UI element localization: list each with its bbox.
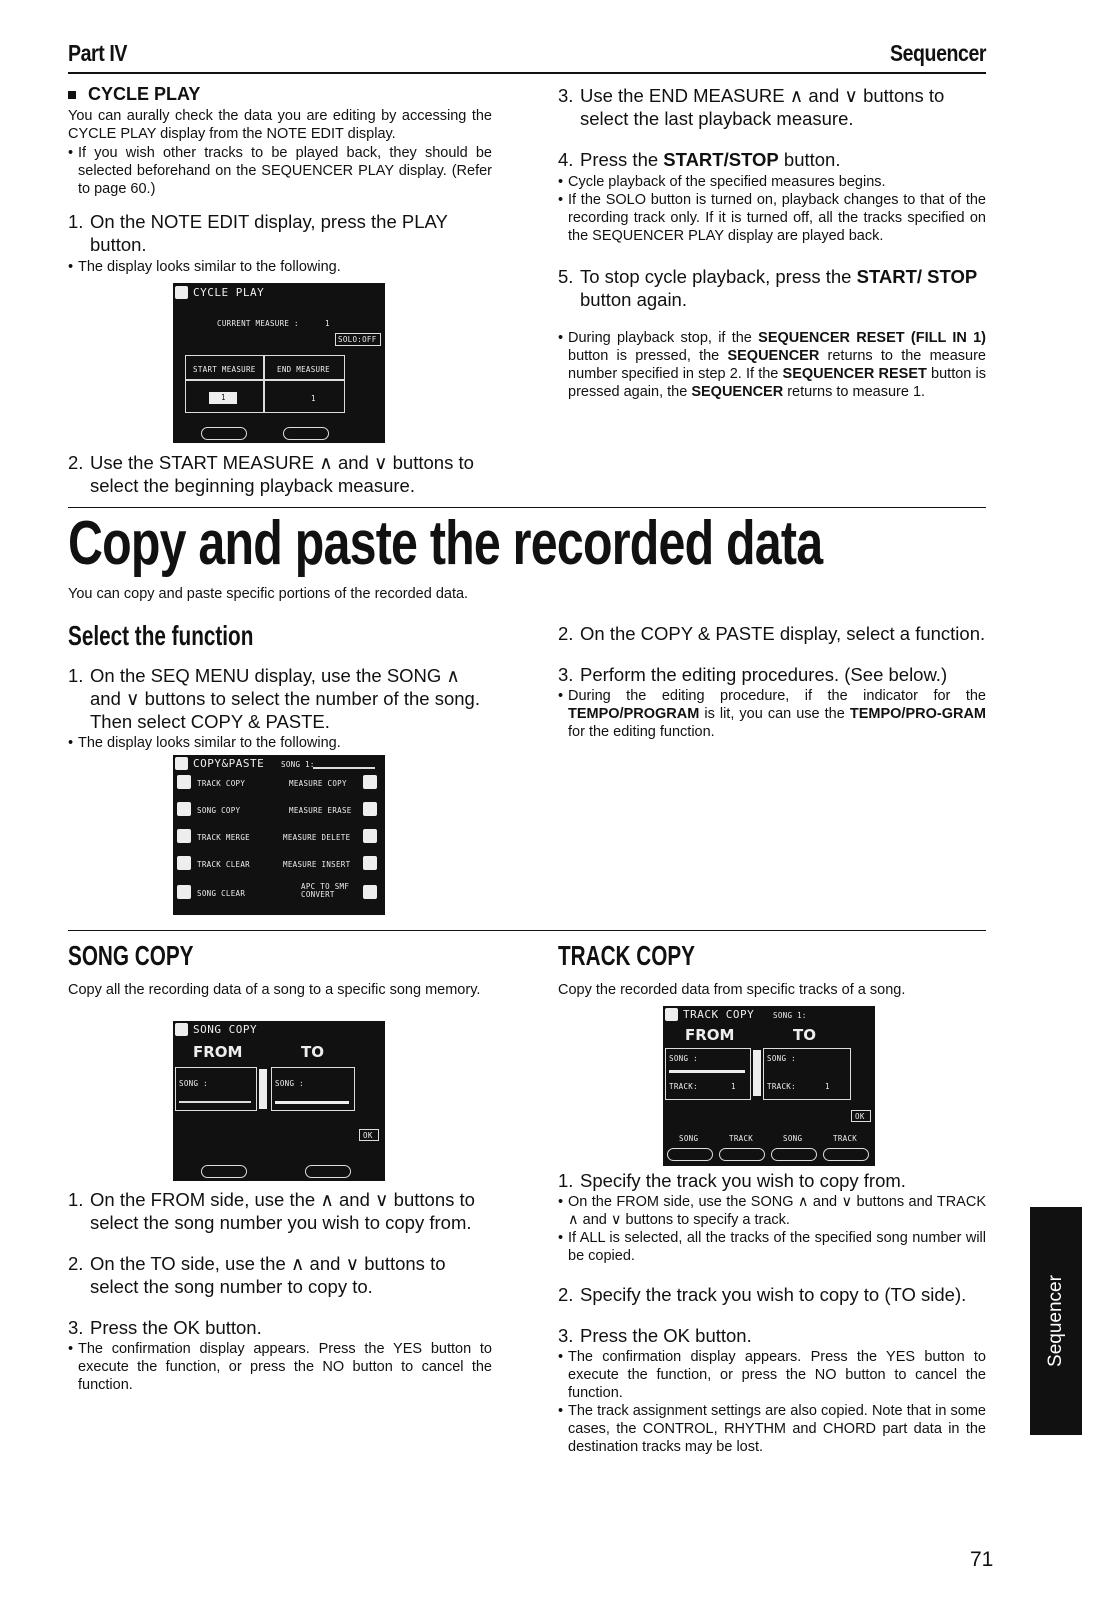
arrow-icon [753, 1050, 761, 1096]
display-title: TRACK COPY [683, 1008, 755, 1021]
from-track-knob[interactable] [719, 1148, 765, 1161]
bullet-item: • If you wish other tracks to be played back, they should be selected beforehand on the SEQUENCER PLAY display. (Refer to page 60.) [68, 145, 492, 197]
step-3: 3. Press the OK button. [68, 1317, 262, 1338]
cycle-play-right-column [558, 84, 986, 401]
track-copy-steps [558, 1169, 986, 1456]
song-copy-icon [175, 1023, 188, 1036]
from-song-knob[interactable] [667, 1148, 713, 1161]
display-title: SONG COPY [193, 1023, 258, 1036]
knob-label: TRACK [833, 1134, 858, 1143]
header-rule [68, 72, 986, 74]
track-copy-intro: Copy the recorded data from specific tracks of a song. [558, 982, 906, 998]
select-function-title: Select the function [68, 620, 254, 651]
bullet-item: • If ALL is selected, all the tracks of the specified song number will be copied. [558, 1230, 986, 1264]
track-copy-icon [665, 1008, 678, 1021]
song-clear-icon[interactable] [177, 885, 191, 899]
apc-to-smf-item[interactable]: APC TO SMF CONVERT [301, 882, 350, 899]
to-song-label: SONG : [767, 1054, 796, 1063]
measure-delete-icon[interactable] [363, 829, 377, 843]
step-3: 3. Use the END MEASURE ∧ and ∨ buttons to select the last playback measure. [558, 85, 945, 129]
ok-button[interactable]: OK [851, 1110, 871, 1122]
measure-copy-item[interactable]: MEASURE COPY [289, 779, 347, 788]
from-song-label: SONG : [669, 1054, 698, 1063]
track-clear-item[interactable]: TRACK CLEAR [197, 860, 250, 869]
from-label: FROM [685, 1026, 735, 1044]
measure-copy-icon[interactable] [363, 775, 377, 789]
measure-table [185, 355, 345, 413]
section-tab: Sequencer [1030, 1207, 1082, 1435]
cycle-play-intro: You can aurally check the data you are editing by accessing the CYCLE PLAY display from the NOTE EDIT display. [68, 108, 492, 142]
start-measure-label: START MEASURE [193, 365, 256, 374]
cycle-icon [175, 286, 188, 299]
apc-to-smf-icon[interactable] [363, 885, 377, 899]
copy-paste-intro: You can copy and paste specific portions of the recorded data. [68, 586, 469, 602]
bullet-item: • The confirmation display appears. Press the YES button to execute the function, or press the NO button to cancel the function. [558, 1349, 986, 1401]
to-song-label: SONG : [275, 1079, 304, 1088]
song-copy-intro: Copy all the recording data of a song to a specific song memory. [68, 982, 481, 998]
start-measure-value[interactable]: 1 [209, 392, 237, 404]
track-merge-item[interactable]: TRACK MERGE [197, 833, 250, 842]
measure-delete-item[interactable]: MEASURE DELETE [283, 833, 351, 842]
page-title: Copy and paste the recorded data [68, 509, 823, 578]
section-rule [68, 930, 986, 931]
bullet-item: • Cycle playback of the specified measures begins. [558, 174, 886, 190]
display-title: CYCLE PLAY [193, 286, 265, 299]
bullet-item: • The confirmation display appears. Press the YES button to execute the function, or press the NO button to cancel the function. [68, 1341, 492, 1393]
start-measure-knob[interactable] [201, 427, 247, 440]
song-label: SONG 1: [773, 1011, 807, 1020]
track-copy-title: TRACK COPY [558, 940, 695, 971]
step-3: 3. Press the OK button. [558, 1325, 752, 1346]
step-1: 1. Specify the track you wish to copy from. [558, 1170, 906, 1191]
step-1: 1. On the FROM side, use the ∧ and ∨ buttons to select the song number you wish to copy from. [68, 1189, 475, 1233]
track-copy-icon[interactable] [177, 775, 191, 789]
bullet-item: • During the editing procedure, if the indicator for the TEMPO/PROGRAM is lit, you can use the TEMPO/PRO-GRAM for the editing function. [558, 688, 986, 740]
end-measure-value: 1 [311, 394, 316, 403]
song-copy-icon[interactable] [177, 802, 191, 816]
select-function-steps [68, 664, 492, 752]
to-song-box[interactable] [271, 1067, 355, 1111]
step-3: 3. Perform the editing procedures. (See below.) [558, 664, 948, 685]
track-copy-item[interactable]: TRACK COPY [197, 779, 246, 788]
knob-label: TRACK [729, 1134, 754, 1143]
track-clear-icon[interactable] [177, 856, 191, 870]
end-measure-knob[interactable] [283, 427, 329, 440]
step-2: 2. On the TO side, use the ∧ and ∨ buttons to select the song number to copy to. [68, 1253, 446, 1297]
square-bullet-icon [68, 91, 76, 99]
to-track-knob[interactable] [823, 1148, 869, 1161]
bullet-item: • On the FROM side, use the SONG ∧ and ∨ buttons and TRACK ∧ and ∨ buttons to specify a track. [558, 1194, 986, 1228]
from-song-label: SONG : [179, 1079, 208, 1088]
knob-label: SONG [679, 1134, 699, 1143]
bullet-item: • The display looks similar to the following. [68, 735, 341, 751]
page-number: 71 [970, 1548, 994, 1571]
copy-paste-display [173, 755, 385, 915]
cycle-play-section [68, 84, 492, 276]
current-measure-label: CURRENT MEASURE : [217, 319, 299, 328]
section-label: Sequencer [889, 40, 986, 66]
display-title: COPY&PASTE [193, 757, 265, 770]
measure-insert-icon[interactable] [363, 856, 377, 870]
bullet-item: • During playback stop, if the SEQUENCER RESET (FILL IN 1) button is pressed, the SEQUENCER returns to the measure number specified in step 2. If the SEQUENCER RESET button is pressed again, the SEQUENCER returns to measure 1. [558, 330, 986, 400]
to-song-knob[interactable] [771, 1148, 817, 1161]
to-label: TO [301, 1043, 324, 1061]
cycle-play-display [173, 283, 385, 443]
bullet-item: • The display looks similar to the following. [68, 259, 341, 275]
song-copy-steps [68, 1188, 492, 1394]
solo-button[interactable]: SOLO:OFF [335, 333, 381, 346]
bullet-item: • If the SOLO button is turned on, playback changes to that of the recording track only. If it is turned off, all the tracks specified on the SEQUENCER PLAY display are played back. [558, 192, 986, 244]
knob-label: SONG [783, 1134, 803, 1143]
ok-button[interactable]: OK [359, 1129, 379, 1141]
current-measure-value: 1 [325, 319, 330, 328]
measure-erase-icon[interactable] [363, 802, 377, 816]
bullet-item: • The track assignment settings are also copied. Note that in some cases, the CONTROL, RHYTHM and CHORD part data in the destination tracks may be lost. [558, 1403, 986, 1455]
step-1: 1. On the NOTE EDIT display, press the PLAY button. [68, 211, 448, 255]
part-label: Part IV [68, 40, 127, 66]
song-copy-title: SONG COPY [68, 940, 194, 971]
measure-insert-item[interactable]: MEASURE INSERT [283, 860, 351, 869]
step-4: 4. Press the START/STOP button. [558, 149, 841, 170]
measure-erase-item[interactable]: MEASURE ERASE [289, 806, 352, 815]
cycle-play-heading: CYCLE PLAY [68, 84, 492, 105]
song-label: SONG 1: [281, 760, 315, 769]
copy-paste-icon [175, 757, 188, 770]
to-label: TO [793, 1026, 816, 1044]
from-track-value: 1 [731, 1082, 736, 1091]
from-knob[interactable] [201, 1165, 247, 1178]
song-clear-item[interactable]: SONG CLEAR [197, 889, 246, 898]
select-function-right [558, 622, 986, 741]
from-label: FROM [193, 1043, 243, 1061]
song-copy-display [173, 1021, 385, 1181]
to-track-label: TRACK: [767, 1082, 796, 1091]
from-song-box[interactable] [175, 1067, 257, 1111]
from-track-label: TRACK: [669, 1082, 698, 1091]
to-track-value: 1 [825, 1082, 830, 1091]
track-copy-display [663, 1006, 875, 1166]
step-5: 5. To stop cycle playback, press the START/ STOP button again. [558, 266, 978, 310]
song-copy-item[interactable]: SONG COPY [197, 806, 241, 815]
to-knob[interactable] [305, 1165, 351, 1178]
arrow-icon [259, 1069, 267, 1109]
step-1: 1. On the SEQ MENU display, use the SONG ∧ and ∨ buttons to select the number of the song. Then select COPY & PASTE. [68, 665, 480, 732]
step-2: 2. Use the START MEASURE ∧ and ∨ buttons to select the beginning playback measure. [68, 452, 474, 496]
step-2: 2. Specify the track you wish to copy to (TO side). [558, 1284, 967, 1305]
track-merge-icon[interactable] [177, 829, 191, 843]
step-2: 2. On the COPY & PASTE display, select a function. [558, 623, 986, 644]
end-measure-label: END MEASURE [277, 365, 330, 374]
